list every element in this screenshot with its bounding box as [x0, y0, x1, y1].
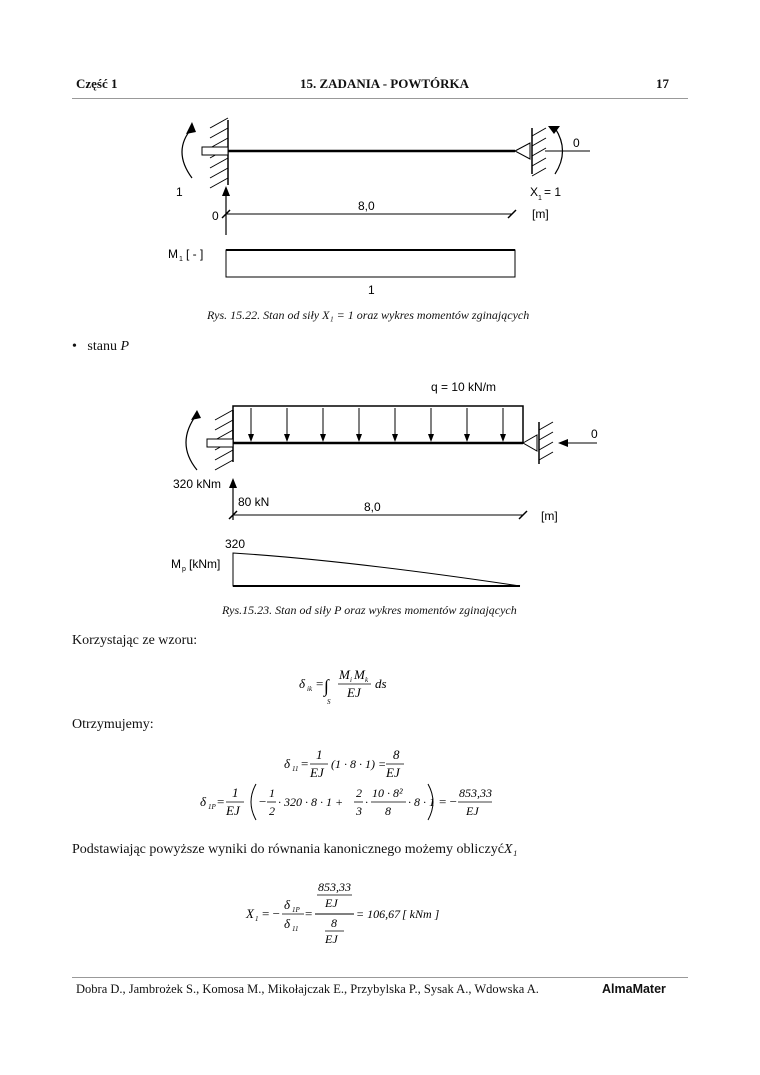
moment-diagram-curve [233, 553, 520, 586]
f3-r-den: EJ [466, 804, 479, 818]
span-label: 8,0 [358, 199, 375, 213]
f4-big-den-den: EJ [325, 932, 338, 946]
f4-big-num-den: EJ [325, 896, 338, 910]
diagram-subscript-2: p [182, 566, 186, 573]
f4-big-num-num: 853,33 [318, 880, 351, 894]
f1-num-m2: M [354, 667, 365, 682]
f1-lhs-sub: ik [307, 685, 313, 693]
x1-label: X [530, 185, 539, 199]
roller-support-right [515, 128, 546, 176]
load-label: q = 10 kN/m [431, 380, 497, 394]
f2-body: (1 · 8 · 1) = [331, 757, 387, 771]
diagram-value-label: 1 [368, 283, 375, 297]
canonical-text-var: X₁ [503, 842, 518, 857]
f4-eq: = − [262, 906, 280, 921]
f1-num-m1: M [339, 667, 350, 682]
f3-h-den: 2 [269, 804, 275, 818]
formula-general [295, 662, 415, 708]
f1-num-sub-k: k [365, 676, 369, 684]
f2-res-den: EJ [386, 765, 400, 780]
moment-label: 320 kNm [173, 477, 222, 491]
roller-support-right-2 [523, 422, 553, 464]
results-intro-text: Otrzymujemy: [72, 717, 154, 732]
f3-eq2: = − [439, 794, 457, 809]
f4-big-den-num: 8 [331, 916, 337, 930]
moment-diagram-rect [226, 250, 515, 277]
header-rule [72, 98, 688, 99]
span-label-2: 8,0 [364, 500, 381, 514]
formula-delta-1p [196, 780, 496, 824]
f4-d: δ [284, 916, 291, 931]
moment-value-label: 1 [176, 185, 183, 199]
fixed-support-left [202, 118, 228, 188]
right-force-label-2: 0 [591, 427, 598, 441]
footer-rule [72, 977, 688, 978]
f2-lhs: δ [284, 756, 291, 771]
diagram-subscript: 1 [179, 256, 183, 263]
left-reaction-label: 0 [212, 209, 219, 223]
f3-mid: · 320 · 8 · 1 + [278, 795, 344, 809]
f1-lhs: δ [299, 676, 306, 691]
f3-minus: − [259, 794, 267, 809]
figure-2-caption: Rys.15.23. Stan od siły P oraz wykres momentów zginających [222, 603, 517, 617]
f3-lhs-sub: 1P [208, 803, 216, 811]
f2-den: EJ [310, 765, 324, 780]
f2-eq: = [301, 756, 309, 771]
diagram-peak-label: 320 [225, 537, 246, 551]
moment-arrow-left-2 [186, 414, 197, 470]
bullet-italic: P [120, 339, 130, 354]
reaction-label: 80 kN [238, 495, 270, 509]
f1-tail: ds [375, 676, 387, 691]
diagram-label: M [168, 247, 178, 261]
header-chapter-title: 15. ZADANIA - POWTÓRKA [300, 76, 470, 91]
f3-end: · 8 · 1 [408, 795, 435, 809]
footer-brand: AlmaMater [602, 982, 666, 996]
f4-unit: [ kNm ] [402, 907, 440, 921]
unit-label-2: [m] [541, 509, 558, 523]
bullet-dot: • [72, 339, 88, 354]
f1-den: EJ [347, 685, 361, 700]
f3-den: EJ [226, 803, 240, 818]
distributed-load [233, 406, 523, 443]
footer-authors: Dobra D., Jambrożek S., Komosa M., Mikołajczak E., Przybylska P., Sysak A., Wdowska A. [76, 982, 539, 996]
f4-lhs-sub: 1 [255, 915, 259, 923]
f2-num: 1 [316, 747, 323, 762]
figure-2-beam-diagram [165, 370, 605, 600]
formula-delta-11 [280, 746, 420, 782]
f3-r-num: 853,33 [459, 786, 492, 800]
f2-lhs-sub: 11 [292, 765, 299, 773]
figure-1-caption: Rys. 15.22. Stan od siły X₁ = 1 oraz wykres momentów zginających [207, 308, 530, 322]
f4-lhs: X [246, 906, 254, 921]
f1-num-sub-i: i [350, 676, 352, 684]
f4-result: = 106,67 [356, 907, 401, 921]
f3-dot: · [365, 795, 368, 809]
fixed-support-left-2 [207, 410, 233, 470]
f4-d-sub: 11 [292, 925, 299, 933]
formula-intro-text: Korzystając ze wzoru: [72, 633, 198, 648]
f1-eq: = [316, 676, 324, 691]
f3-lhs: δ [200, 794, 207, 809]
moment-arrow-left [182, 128, 192, 178]
f2-res-num: 8 [393, 747, 400, 762]
f3-t-num: 2 [356, 786, 362, 800]
f3-h-num: 1 [269, 786, 275, 800]
canonical-text [72, 842, 517, 858]
f3-paren-left [251, 784, 256, 820]
f3-f-num: 10 · 8² [372, 786, 403, 800]
f4-n: δ [284, 897, 291, 912]
diagram-unit: [ - ] [186, 247, 204, 261]
f3-num: 1 [232, 785, 239, 800]
unit-label: [m] [532, 207, 549, 221]
diagram-unit-2: [kNm] [189, 557, 221, 571]
right-force-label: 0 [573, 136, 580, 150]
figure-1-beam-diagram [160, 110, 600, 300]
f3-f-den: 8 [385, 804, 391, 818]
header-section: Część 1 [76, 76, 118, 91]
f1-int-sub: S [327, 698, 331, 706]
f3-t-den: 3 [356, 804, 362, 818]
bullet-item [72, 339, 129, 355]
formula-x1 [242, 878, 452, 950]
canonical-text-body: Podstawiając powyższe wyniki do równania kanonicznego możemy obliczyć [72, 842, 504, 857]
f4-eq2: = [305, 906, 313, 921]
f4-n-sub: 1P [292, 906, 300, 914]
diagram-label-2: M [171, 557, 181, 571]
f3-eq1: = [217, 794, 225, 809]
x1-subscript: 1 [538, 195, 542, 202]
f1-integral: ∫ [324, 676, 329, 696]
bullet-text: stanu [87, 339, 117, 354]
header-page-number: 17 [656, 76, 669, 91]
x1-value: = 1 [544, 185, 562, 199]
